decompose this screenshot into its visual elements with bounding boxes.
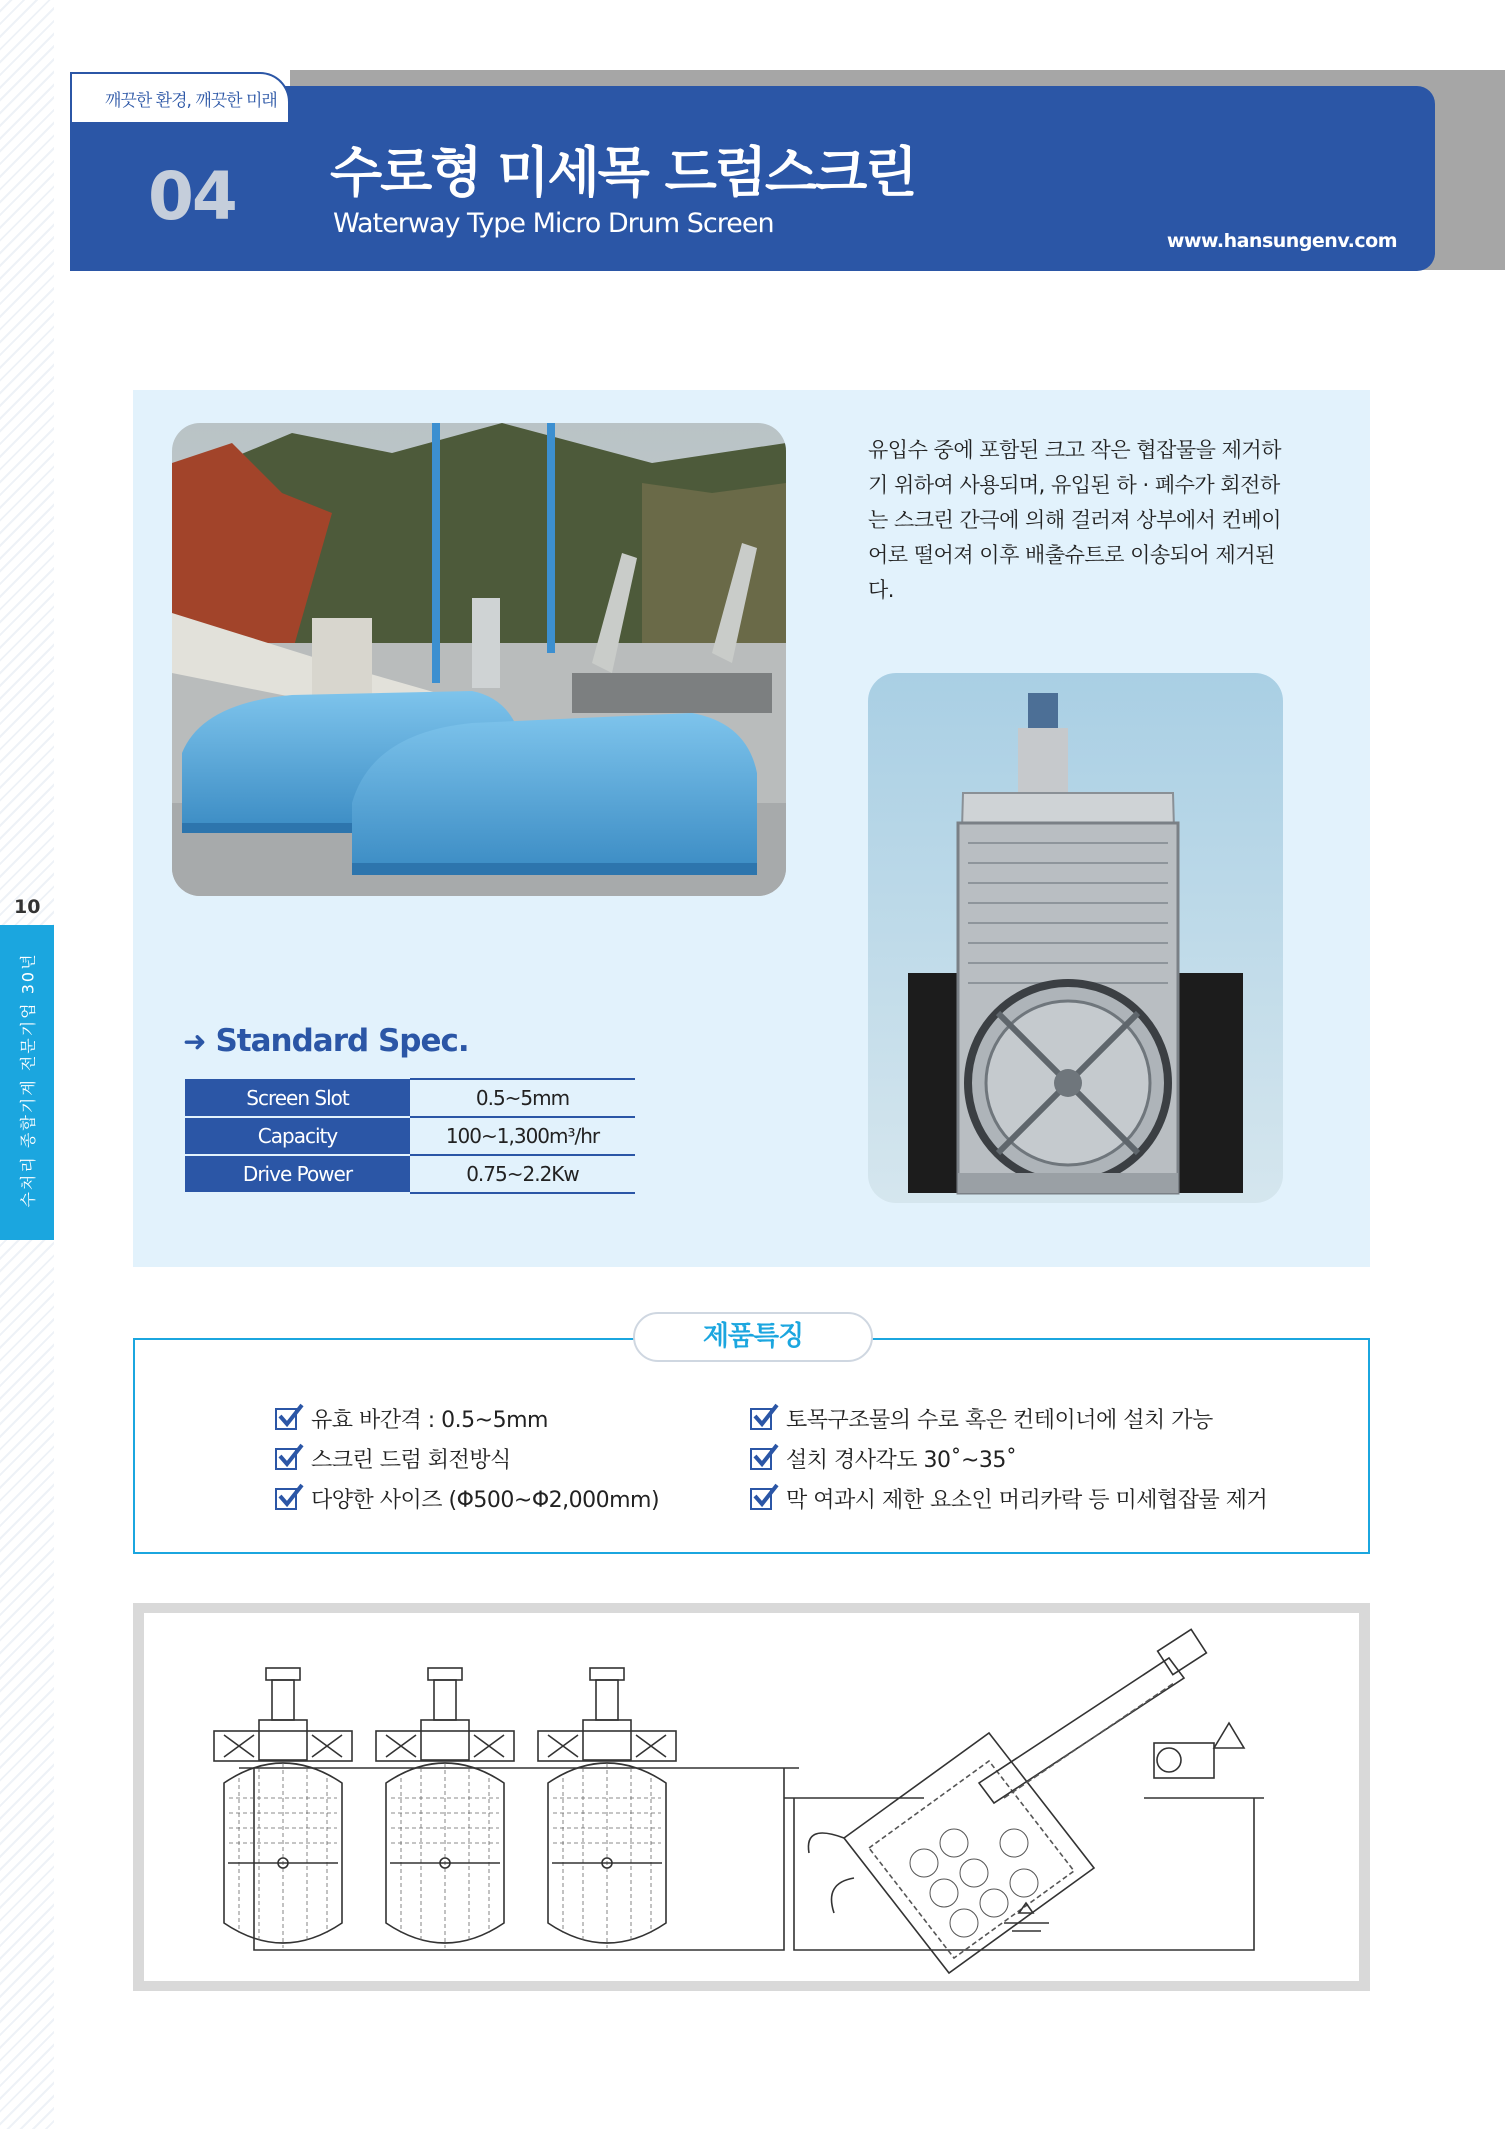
checkbox-icon — [275, 1448, 297, 1470]
feature-item — [275, 1403, 548, 1434]
side-tab-text: 수처리 종합기계 전문기업 30년 — [18, 952, 38, 1208]
checkbox-icon — [750, 1448, 772, 1470]
feature-text: 설치 경사각도 30˚~35˚ — [786, 1448, 1017, 1473]
spec-title-text: Standard Spec. — [215, 1023, 469, 1059]
checkbox-icon — [275, 1408, 297, 1430]
table-row — [185, 1079, 635, 1117]
spec-heading — [183, 1023, 469, 1059]
feature-text: 토목구조물의 수로 혹은 컨테이너에 설치 가능 — [786, 1408, 1213, 1433]
spec-label: Capacity — [185, 1117, 410, 1155]
feature-item — [750, 1483, 1267, 1514]
feature-text: 스크린 드럼 회전방식 — [311, 1448, 511, 1473]
feature-text: 다양한 사이즈 (Φ500~Φ2,000mm) — [311, 1488, 660, 1513]
feature-item — [750, 1403, 1213, 1434]
spec-label: Screen Slot — [185, 1079, 410, 1117]
spec-value: 100~1,300m³/hr — [410, 1117, 635, 1155]
technical-drawing — [144, 1613, 1359, 1981]
installation-photo — [172, 423, 786, 896]
spec-value: 0.75~2.2Kw — [410, 1155, 635, 1193]
checkbox-icon — [275, 1488, 297, 1510]
features-title: 제품특징 — [633, 1312, 873, 1362]
feature-item — [275, 1483, 659, 1514]
spec-table — [185, 1078, 635, 1194]
arrow-right-icon: ➜ — [183, 1025, 206, 1058]
checkbox-icon — [750, 1408, 772, 1430]
page-subtitle: Waterway Type Micro Drum Screen — [333, 208, 774, 239]
spec-label: Drive Power — [185, 1155, 410, 1193]
chapter-number: 04 — [148, 158, 236, 235]
feature-text: 막 여과시 제한 요소인 머리카락 등 미세협잡물 제거 — [786, 1488, 1268, 1513]
page-title: 수로형 미세목 드럼스크린 — [330, 141, 916, 204]
checkbox-icon — [750, 1488, 772, 1510]
spec-value: 0.5~5mm — [410, 1079, 635, 1117]
website-url: www.hansungenv.com — [1166, 230, 1397, 252]
feature-item — [750, 1443, 1016, 1474]
product-description: 유입수 중에 포함된 크고 작은 협잡물을 제거하기 위하여 사용되며, 유입된 하 · 폐수가 회전하는 스크린 간극에 의해 걸러져 상부에서 컨베이어로 떨어져 이후 배출슈트로 이송되어 제거된다. — [868, 438, 1281, 602]
table-row — [185, 1117, 635, 1155]
feature-text: 유효 바간격 : 0.5~5mm — [311, 1408, 548, 1433]
header-tagline: 깨끗한 환경, 깨끗한 미래 — [105, 91, 277, 111]
table-row — [185, 1155, 635, 1193]
drum-screen-photo — [868, 673, 1283, 1203]
feature-item — [275, 1443, 511, 1474]
page-number: 10 — [14, 896, 41, 918]
